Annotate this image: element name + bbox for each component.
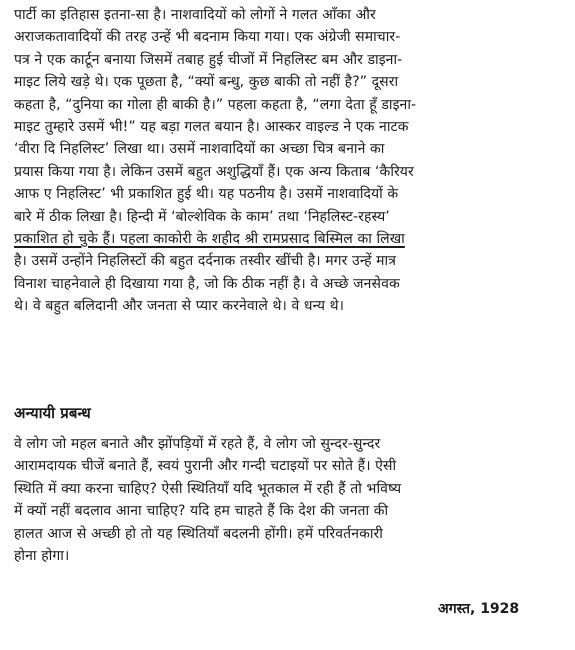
- text-line: पत्र ने एक कार्टून बनाया जिसमें तबाह हुई चीजों में निहलिस्ट बम और डाइना-: [14, 51, 403, 68]
- text-line: हालत आज से अच्छी हो तो यह स्थितियाँ बदलनी होंगी। हमें परिवर्तनकारी: [14, 525, 384, 542]
- text-line: है। उसमें उन्होंने निहलिस्टों की बहुत दर्दनाक तस्वीर खींची है। मगर उन्हें मात्र: [14, 253, 397, 270]
- text-line: वे लोग जो महल बनाते और झोंपड़ियों में रहते हैं, वे लोग जो सुन्दर-सुन्दर: [14, 436, 381, 452]
- text-line: माइट तुम्हारे उसमें भी!” यह बड़ा गलत बयान है। आस्कर वाइल्ड ने एक नाटक: [14, 119, 409, 136]
- date-signature: अगस्त, 1928: [438, 601, 520, 617]
- text-line: ‘वीरा दि निहलिस्ट’ लिखा था। उसमें नाशवादियों का अच्छा चित्र बनाने का: [14, 141, 385, 158]
- text-line: पार्टी का इतिहास इतना-सा है। नाशवादियों को लोगों ने गलत आँका और: [14, 7, 376, 23]
- text-line-underlined: प्रकाशित हो चुके हैं। पहला काकोरी के शहीद श्री रामप्रसाद बिस्मिल का लिखा: [14, 231, 405, 248]
- text-line: अराजकतावादियों की तरह उन्हें भी बदनाम किया गया। एक अंग्रेजी समाचार-: [14, 29, 401, 46]
- text-line: विनाश चाहनेवाले ही दिखाया गया है, जो कि ठीक नहीं है। वे अच्छे जनसेवक: [14, 275, 400, 292]
- text-line: प्रयास किया गया है। लेकिन उसमें बहुत अशुद्धियाँ हैं। एक अन्य किताब ‘कैरियर: [14, 163, 414, 180]
- text-line: स्थिति में क्या करना चाहिए? ऐसी स्थितियाँ यदि भूतकाल में रही हैं तो भविष्य: [14, 480, 402, 497]
- paragraph-unjust-system: [14, 433, 566, 567]
- text-line: थे। वे बहुत बलिदानी और जनता से प्यार करनेवाले थे। वे धन्य थे।: [14, 298, 345, 315]
- text-line: में क्यों नहीं बदलाव आना चाहिए? यदि हम चाहते हैं कि देश की जनता की: [14, 503, 389, 520]
- text-line: माइट लिये खड़े थे। एक पूछता है, “क्यों बन्धु, कुछ बाकी तो नहीं है?” दूसरा: [14, 74, 399, 91]
- text-line: आफ ए निहलिस्ट’ भी प्रकाशित हुई थी। यह पठनीय है। उसमें नाशवादियों के: [14, 186, 399, 203]
- paragraph-history: [14, 4, 566, 318]
- text-line: बारे में ठीक लिखा है। हिन्दी में ‘बोल्शेविक के काम’ तथा ‘निहलिस्ट-रहस्य’: [14, 208, 390, 225]
- text-line: होना होगा।: [14, 548, 70, 565]
- section-heading: अन्यायी प्रबन्ध: [14, 404, 91, 422]
- text-line: आरामदायक चीजें बनाते हैं, स्वयं पुरानी और गन्दी चटाइयों पर सोते हैं। ऐसी: [14, 458, 397, 475]
- text-line: कहता है, “दुनिया का गोला ही बाकी है।” पहला कहता है, “लगा देता हूँ डाइना-: [14, 96, 417, 113]
